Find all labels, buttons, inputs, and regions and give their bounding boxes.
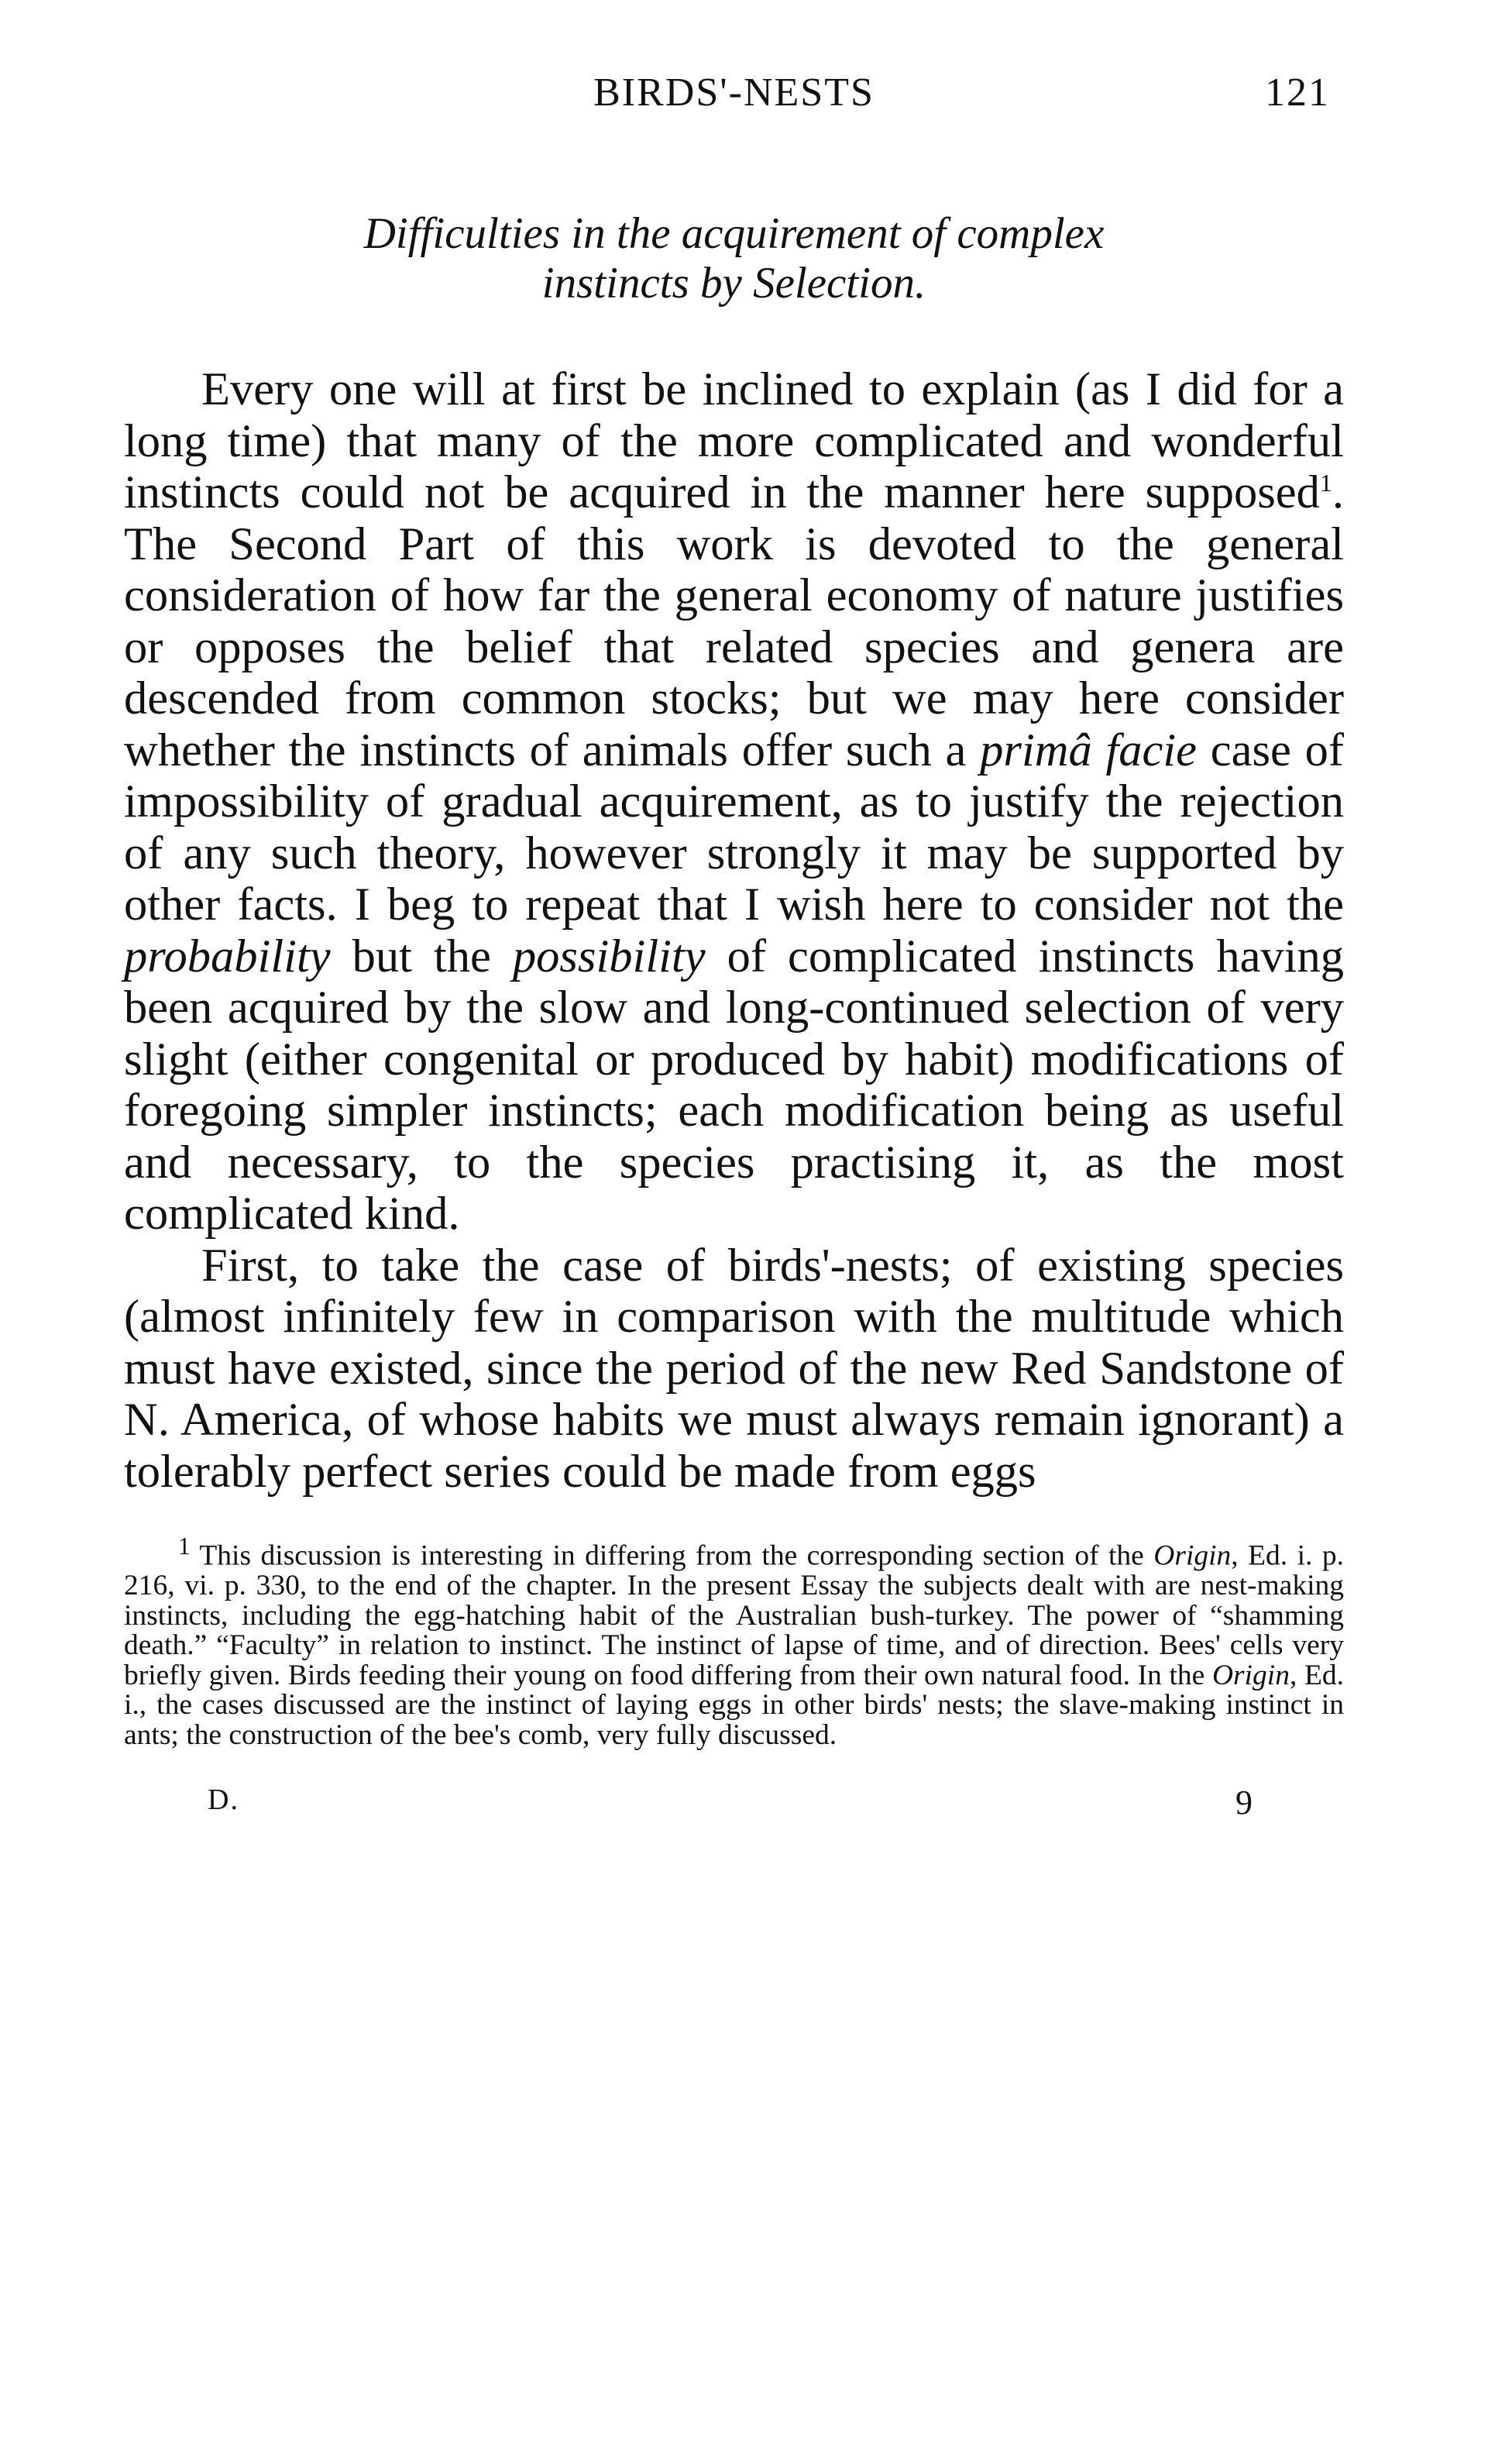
italic-probability: probability [124, 930, 331, 982]
paragraph-1-part-e: of complicated instincts having been acquired by the slow and long-continued selection of very slight (either congenital or produced by habit) modifications of foregoing simpler instincts; each modification being as useful and necessary, to the species practising it, as the most complicated kind. [124, 930, 1344, 1240]
body-text [124, 364, 1344, 1498]
section-heading-line-2: instincts by Selection. [541, 259, 926, 308]
paragraph-1-part-c: case of impossibility of gradual acquirement, as to justify the rejection of any such theory, however strongly it may be supported by other facts. I beg to repeat that I wish here to consider not the [124, 724, 1344, 930]
paragraph-1 [124, 364, 1344, 1240]
italic-possibility: possibility [512, 930, 706, 982]
paragraph-1-part-a: Every one will at first be inclined to explain (as I did for a long time) that many of the more complicated and wonderful instincts could not be acquired in the manner here supposed [124, 363, 1344, 518]
paragraph-1-part-d: but the [330, 930, 513, 982]
italic-prima-facie: primâ facie [980, 724, 1198, 776]
footnote-origin-2: Origin [1211, 1659, 1290, 1691]
paragraph-2: First, to take the case of birds'-nests; of existing species (almost infinitely few in comparison with the multitude which must have existed, since the period of the new Red Sandstone of N. America, of whose habits we must always remain ignorant) a tolerably perfect series could be made from eggs [124, 1239, 1344, 1498]
footnote [124, 1532, 1344, 1750]
signature-row [124, 1783, 1344, 1829]
footnote-text-c: , Ed. i., the cases discussed are the instinct of laying eggs in other birds' nests; the slave-making instinct in ants; the construction of the bee's comb, very fully discussed. [124, 1659, 1344, 1751]
page [124, 70, 1344, 1829]
footnote-marker: 1 [178, 1532, 191, 1560]
running-title: BIRDS'-NESTS [593, 71, 875, 115]
section-heading [124, 209, 1344, 308]
footnote-reference: 1 [1319, 468, 1332, 497]
section-heading-line-1: Difficulties in the acquirement of complex [363, 209, 1105, 258]
signature-number: 9 [1235, 1784, 1253, 1821]
signature-letter: D. [208, 1784, 239, 1816]
footnote-text-a: This discussion is interesting in differing from the corresponding section of the [190, 1539, 1154, 1572]
paragraph-1-part-b: . The Second Part of this work is devoted to the general consideration of how far the general economy of nature justifies or opposes the belief that related species and genera are descended from common stocks; but we may here consider whether the instincts of animals offer such a [124, 466, 1344, 776]
footnote-origin-1: Origin [1153, 1539, 1232, 1572]
running-head [124, 70, 1344, 139]
page-number: 121 [1265, 71, 1330, 115]
footnote-text-b: , Ed. i. p. 216, vi. p. 330, to the end of the chapter. In the present Essay the subjects dealt with are nest-making instincts, including the egg-hatching habit of the Australian bush-turkey. The power of “shamming death.” “Faculty” in relation to instinct. The instinct of lapse of time, and of direction. Bees' cells very briefly given. Birds feeding their young on food differing from their own natural food. In the [124, 1539, 1344, 1691]
